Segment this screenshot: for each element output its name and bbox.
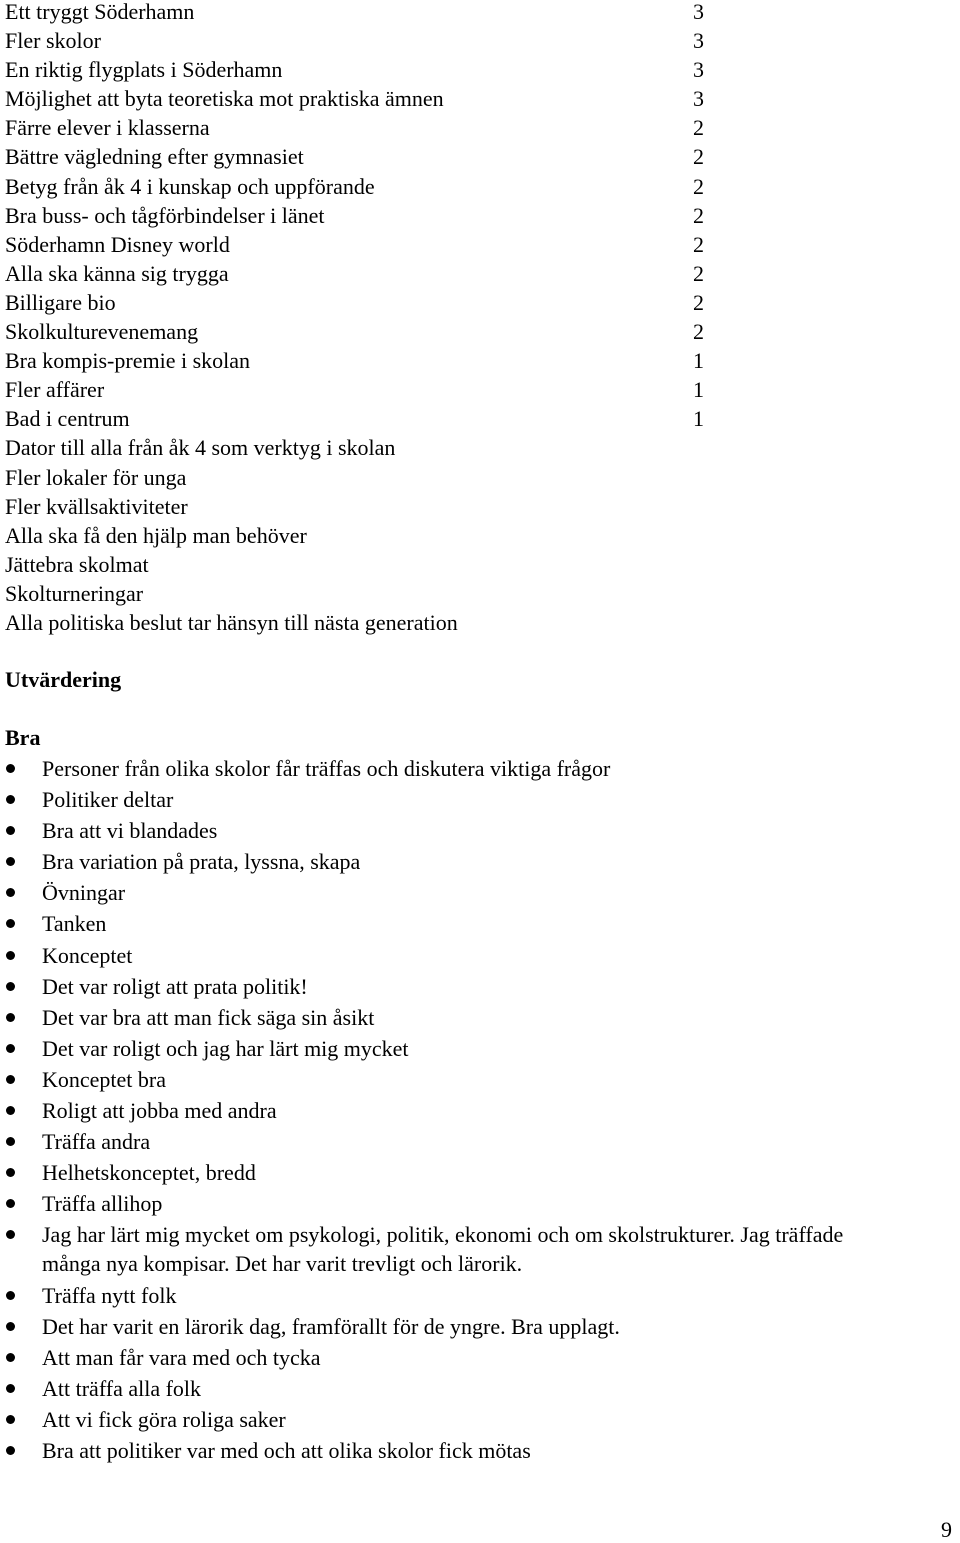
ranking-label: Skolkulturevenemang	[5, 319, 199, 345]
feedback-text: Träffa andra	[42, 1129, 151, 1155]
bullet-icon	[6, 857, 15, 866]
bullet-icon	[6, 1230, 15, 1239]
ranking-row	[5, 259, 715, 288]
feedback-text: Bra att politiker var med och att olika skolor fick mötas	[42, 1437, 531, 1463]
ranking-row	[5, 55, 715, 84]
bullet-icon	[6, 919, 15, 928]
evaluation-heading: Utvärdering	[5, 667, 122, 692]
bullet-icon	[6, 1075, 15, 1084]
feedback-text: Det har varit en lärorik dag, framförallt för de yngre. Bra upplagt.	[42, 1313, 620, 1339]
feedback-text: Helhetskonceptet, bredd	[42, 1160, 256, 1186]
feedback-text: Träffa allihop	[42, 1191, 163, 1217]
bullet-icon	[6, 1353, 15, 1362]
bullet-icon	[6, 1199, 15, 1208]
ranking-label: Ett tryggt Söderhamn	[5, 0, 195, 24]
feedback-text: Att träffa alla folk	[42, 1375, 202, 1401]
ranking-row	[5, 463, 715, 492]
feedback-item	[0, 909, 900, 938]
feedback-item	[0, 1220, 900, 1278]
bullet-icon	[6, 1291, 15, 1300]
bullet-icon	[6, 826, 15, 835]
feedback-item	[0, 847, 900, 876]
ranking-count: 2	[693, 173, 704, 199]
feedback-text: Det var roligt och jag har lärt mig mycket	[42, 1035, 409, 1061]
ranking-row	[5, 317, 715, 346]
ranking-row	[5, 433, 715, 462]
bullet-icon	[6, 795, 15, 804]
ranking-label: Skolturneringar	[5, 580, 144, 606]
ranking-count: 2	[693, 260, 704, 286]
ranking-label: Fler affärer	[5, 377, 105, 403]
ranking-label: Bad i centrum	[5, 406, 130, 432]
ranking-label: Fler kvällsaktiviteter	[5, 493, 188, 519]
ranking-label: Billigare bio	[5, 289, 116, 315]
ranking-row	[5, 579, 715, 608]
ranking-row	[5, 201, 715, 230]
bullet-icon	[6, 1013, 15, 1022]
ranking-label: Bättre vägledning efter gymnasiet	[5, 144, 304, 170]
bullet-icon	[6, 1106, 15, 1115]
positive-feedback-heading: Bra	[5, 725, 41, 750]
ranking-label: Bra kompis-premie i skolan	[5, 348, 251, 374]
ranking-count: 2	[693, 231, 704, 257]
feedback-item	[0, 1374, 900, 1403]
feedback-item	[0, 1281, 900, 1310]
ranking-row	[5, 608, 715, 637]
bullet-icon	[6, 982, 15, 991]
ranking-row	[5, 375, 715, 404]
feedback-text: Övningar	[42, 880, 126, 906]
ranking-count: 1	[693, 348, 704, 374]
ranking-count: 3	[693, 28, 704, 54]
feedback-item	[0, 1158, 900, 1187]
ranking-row	[5, 142, 715, 171]
feedback-item	[0, 1096, 900, 1125]
ranking-row	[5, 26, 715, 55]
feedback-text: Det var roligt att prata politik!	[42, 973, 308, 999]
ranking-label: Söderhamn Disney world	[5, 231, 230, 257]
feedback-item	[0, 941, 900, 970]
bullet-icon	[6, 888, 15, 897]
bullet-icon	[6, 1415, 15, 1424]
feedback-text: Roligt att jobba med andra	[42, 1098, 277, 1124]
ranking-count: 3	[693, 57, 704, 83]
positive-feedback-list	[0, 754, 900, 1467]
feedback-text: Bra att vi blandades	[42, 818, 218, 844]
feedback-item	[0, 1003, 900, 1032]
ranking-label: Dator till alla från åk 4 som verktyg i skolan	[5, 435, 396, 461]
feedback-text: Att vi fick göra roliga saker	[42, 1406, 286, 1432]
feedback-text: Tanken	[42, 911, 107, 937]
feedback-item	[0, 816, 900, 845]
feedback-text: Träffa nytt folk	[42, 1282, 177, 1308]
ranking-count: 3	[693, 0, 704, 24]
ranking-row	[5, 113, 715, 142]
feedback-item	[0, 1436, 900, 1465]
feedback-item	[0, 878, 900, 907]
ranking-label: Alla ska känna sig trygga	[5, 260, 229, 286]
feedback-item	[0, 1312, 900, 1341]
feedback-text: Att man får vara med och tycka	[42, 1344, 321, 1370]
ranking-label: Fler skolor	[5, 28, 101, 54]
ranking-count: 2	[693, 144, 704, 170]
ranking-label: Fler lokaler för unga	[5, 464, 187, 490]
ranking-row	[5, 404, 715, 433]
ranking-label: Bra buss- och tågförbindelser i länet	[5, 202, 325, 228]
feedback-text: Politiker deltar	[42, 787, 174, 813]
ranking-label: Färre elever i klasserna	[5, 115, 210, 141]
ranking-row	[5, 521, 715, 550]
bullet-icon	[6, 1384, 15, 1393]
bullet-icon	[6, 1446, 15, 1455]
bullet-icon	[6, 1322, 15, 1331]
feedback-text: Konceptet	[42, 942, 133, 968]
feedback-item	[0, 972, 900, 1001]
feedback-item	[0, 1034, 900, 1063]
ranking-row	[5, 0, 715, 26]
ranking-row	[5, 288, 715, 317]
ranking-count: 2	[693, 202, 704, 228]
ranking-row	[5, 172, 715, 201]
ranking-label: Betyg från åk 4 i kunskap och uppförande	[5, 173, 375, 199]
bullet-icon	[6, 1044, 15, 1053]
ranking-label: Möjlighet att byta teoretiska mot praktiska ämnen	[5, 86, 444, 112]
ranking-row	[5, 346, 715, 375]
ranking-count: 2	[693, 319, 704, 345]
feedback-text: Konceptet bra	[42, 1066, 166, 1092]
ranking-label: Alla politiska beslut tar hänsyn till nästa generation	[5, 609, 458, 635]
ranking-count: 1	[693, 377, 704, 403]
feedback-item	[0, 1343, 900, 1372]
feedback-text: Bra variation på prata, lyssna, skapa	[42, 849, 361, 875]
ranking-row	[5, 230, 715, 259]
ranking-count: 2	[693, 115, 704, 141]
feedback-text: Det var bra att man fick säga sin åsikt	[42, 1004, 375, 1030]
feedback-item	[0, 1189, 900, 1218]
ranking-row	[5, 492, 715, 521]
feedback-item	[0, 1127, 900, 1156]
bullet-icon	[6, 764, 15, 773]
feedback-item	[0, 1405, 900, 1434]
feedback-item	[0, 754, 900, 783]
ranking-row	[5, 84, 715, 113]
page-number: 9	[941, 1517, 952, 1542]
feedback-item	[0, 1065, 900, 1094]
ranking-label: En riktig flygplats i Söderhamn	[5, 57, 283, 83]
ranking-row	[5, 550, 715, 579]
bullet-icon	[6, 1137, 15, 1146]
ranking-count: 2	[693, 289, 704, 315]
bullet-icon	[6, 1168, 15, 1177]
feedback-text: Personer från olika skolor får träffas och diskutera viktiga frågor	[42, 756, 611, 781]
ranking-count: 1	[693, 406, 704, 432]
bullet-icon	[6, 951, 15, 960]
feedback-item	[0, 785, 900, 814]
ranking-label: Jättebra skolmat	[5, 551, 149, 577]
proposal-ranking-list	[5, 0, 715, 637]
ranking-label: Alla ska få den hjälp man behöver	[5, 522, 307, 548]
ranking-count: 3	[693, 86, 704, 112]
feedback-text: Jag har lärt mig mycket om psykologi, politik, ekonomi och om skolstrukturer. Jag träffade många nya kompisar. Det har varit trevligt och lärorik.	[42, 1222, 844, 1277]
